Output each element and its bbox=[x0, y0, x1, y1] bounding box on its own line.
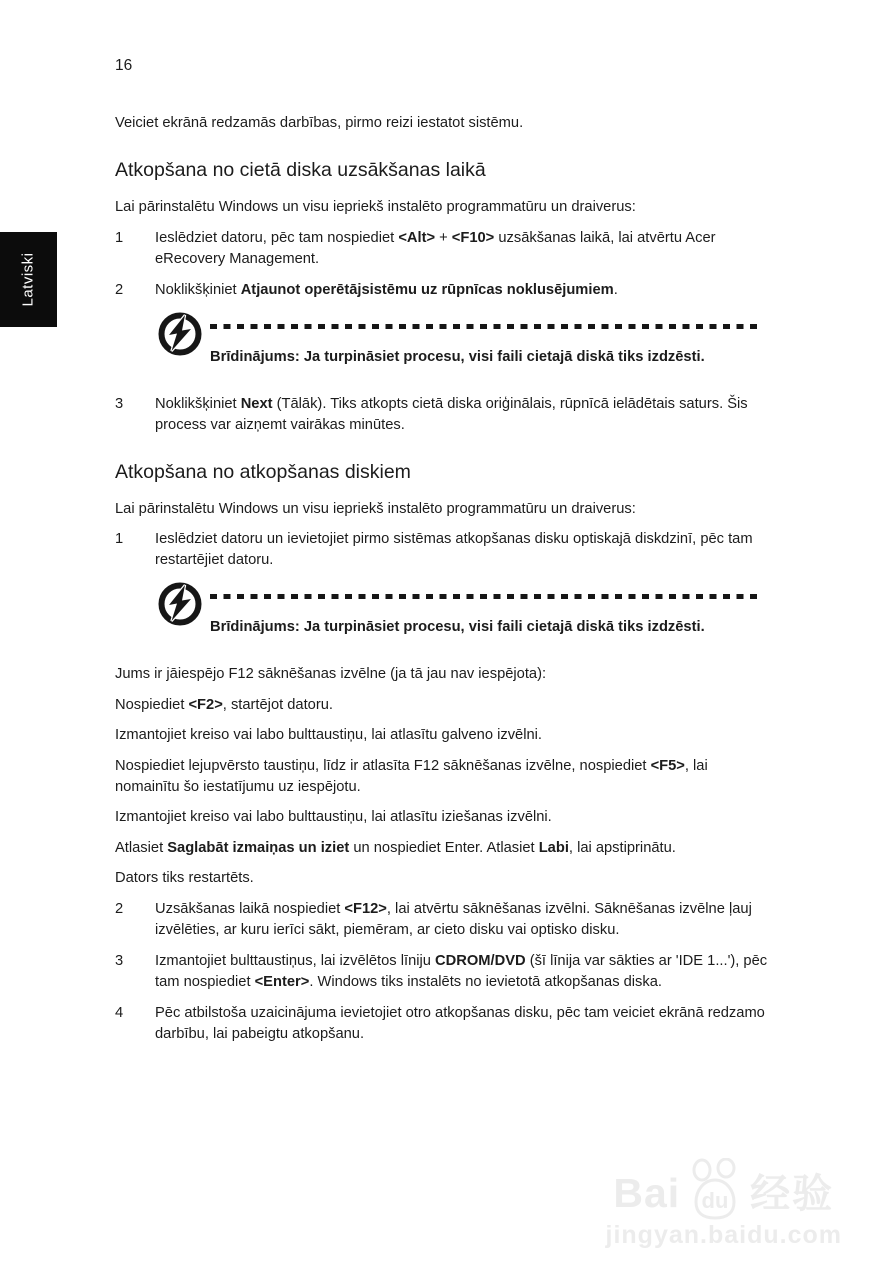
numbered-list-item bbox=[115, 280, 775, 301]
list-item-number: 3 bbox=[115, 952, 124, 969]
watermark-logo-row bbox=[606, 1158, 842, 1218]
dashed-separator bbox=[210, 594, 759, 599]
section-heading: Atkopšana no cietā diska uzsākšanas laikā bbox=[115, 159, 486, 181]
list-item-number: 2 bbox=[115, 900, 124, 917]
paragraph: Nospiediet <F2>, startējot datoru. bbox=[115, 696, 333, 713]
paragraph: Izmantojiet kreiso vai labo bulttaustiņu, lai atlasītu galveno izvēlni. bbox=[115, 727, 542, 743]
numbered-list-item bbox=[115, 394, 775, 436]
warning-text: Brīdinājums: Ja turpināsiet procesu, visi faili cietajā diskā tiks izdzēsti. bbox=[210, 348, 705, 365]
warning-callout bbox=[115, 581, 775, 638]
list-item-text: Uzsākšanas laikā nospiediet <F12>, lai atvērtu sāknēšanas izvēlni. Sāknēšanas izvēlne ļauj izvēlēties, ar kuru ierīci sākt, piemēram, ar cieto disku vai optisko disku. bbox=[155, 900, 752, 938]
watermark-url: jingyan.baidu.com bbox=[605, 1221, 842, 1249]
paragraph: Dators tiks restartēts. bbox=[115, 870, 254, 886]
paragraph: Jums ir jāiespējo F12 sāknēšanas izvēlne (ja tā jau nav iespējota): bbox=[115, 666, 547, 682]
paragraph: Veiciet ekrānā redzamās darbības, pirmo reizi iestatot sistēmu. bbox=[115, 115, 524, 131]
list-item-number: 1 bbox=[115, 531, 124, 547]
paragraph: Nospiediet lejupvērsto taustiņu, līdz ir atlasīta F12 sāknēšanas izvēlne, nospiediet <F5>, lai nomainītu šo iestatījumu uz iespējotu. bbox=[115, 757, 708, 795]
list-item-number: 1 bbox=[115, 229, 124, 246]
list-item-text: Ieslēdziet datoru, pēc tam nospiediet <Alt> + <F10> uzsākšanas laikā, lai atvērtu Acer eRecovery Management. bbox=[155, 229, 716, 267]
list-item-number: 3 bbox=[115, 395, 124, 412]
language-tab-label: Latviski bbox=[20, 252, 37, 307]
numbered-list-item bbox=[115, 529, 775, 571]
baidu-paw-icon bbox=[682, 1158, 748, 1224]
list-item-text: Noklikšķiniet Atjaunot operētājsistēmu uz rūpnīcas noklusējumiem. bbox=[155, 281, 618, 298]
warning-callout bbox=[115, 311, 775, 368]
numbered-list-item bbox=[115, 1003, 775, 1045]
warning-body bbox=[210, 581, 775, 638]
list-item-number: 2 bbox=[115, 281, 124, 298]
document-blocks bbox=[115, 113, 775, 1045]
list-item-number: 4 bbox=[115, 1004, 124, 1021]
watermark-du-text: du bbox=[701, 1188, 729, 1213]
paragraph: Atlasiet Saglabāt izmaiņas un iziet un nospiediet Enter. Atlasiet Labi, lai apstiprinātu. bbox=[115, 839, 676, 856]
list-item-text: Izmantojiet bulttaustiņus, lai izvēlētos līniju CDROM/DVD (šī līnija var sākties ar 'IDE 1...'), pēc tam nospiediet <Enter>. Windows tiks instalēts no ievietotā atkopšanas diska. bbox=[155, 952, 768, 990]
watermark-cn-text: 经验 bbox=[750, 1172, 835, 1216]
paragraph: Lai pārinstalētu Windows un visu iepriekš instalēto programmatūru un draiverus: bbox=[115, 500, 636, 517]
list-item-text: Pēc atbilstoša uzaicinājuma ievietojiet otro atkopšanas disku, pēc tam veiciet ekrānā redzamo darbību, lai pabeigtu atkopšanu. bbox=[155, 1004, 765, 1042]
list-item-text: Ieslēdziet datoru un ievietojiet pirmo sistēmas atkopšanas disku optiskajā diskdzinī, pēc tam restartējiet datoru. bbox=[155, 531, 753, 568]
warning-body bbox=[210, 311, 775, 368]
paragraph: Izmantojiet kreiso vai labo bulttaustiņu, lai atlasītu iziešanas izvēlni. bbox=[115, 809, 552, 825]
numbered-list-item bbox=[115, 228, 775, 270]
section-heading: Atkopšana no atkopšanas diskiem bbox=[115, 460, 411, 483]
baidu-watermark bbox=[606, 1158, 842, 1250]
dashed-separator bbox=[210, 324, 759, 329]
numbered-list-item bbox=[115, 951, 775, 993]
warning-lightning-icon bbox=[157, 581, 203, 627]
list-item-text: Noklikšķiniet Next (Tālāk). Tiks atkopts cietā diska oriģinālais, rūpnīcā ielādētais saturs. Šis process var aizņemt vairākas minūtes. bbox=[155, 395, 748, 433]
watermark-brand-text: Bai bbox=[613, 1170, 681, 1216]
warning-lightning-icon bbox=[157, 311, 203, 357]
numbered-list-item bbox=[115, 899, 775, 941]
warning-text: Brīdinājums: Ja turpināsiet procesu, visi faili cietajā diskā tiks izdzēsti. bbox=[210, 619, 705, 635]
page-number: 16 bbox=[115, 57, 133, 74]
paragraph: Lai pārinstalētu Windows un visu iepriekš instalēto programmatūru un draiverus: bbox=[115, 199, 636, 215]
